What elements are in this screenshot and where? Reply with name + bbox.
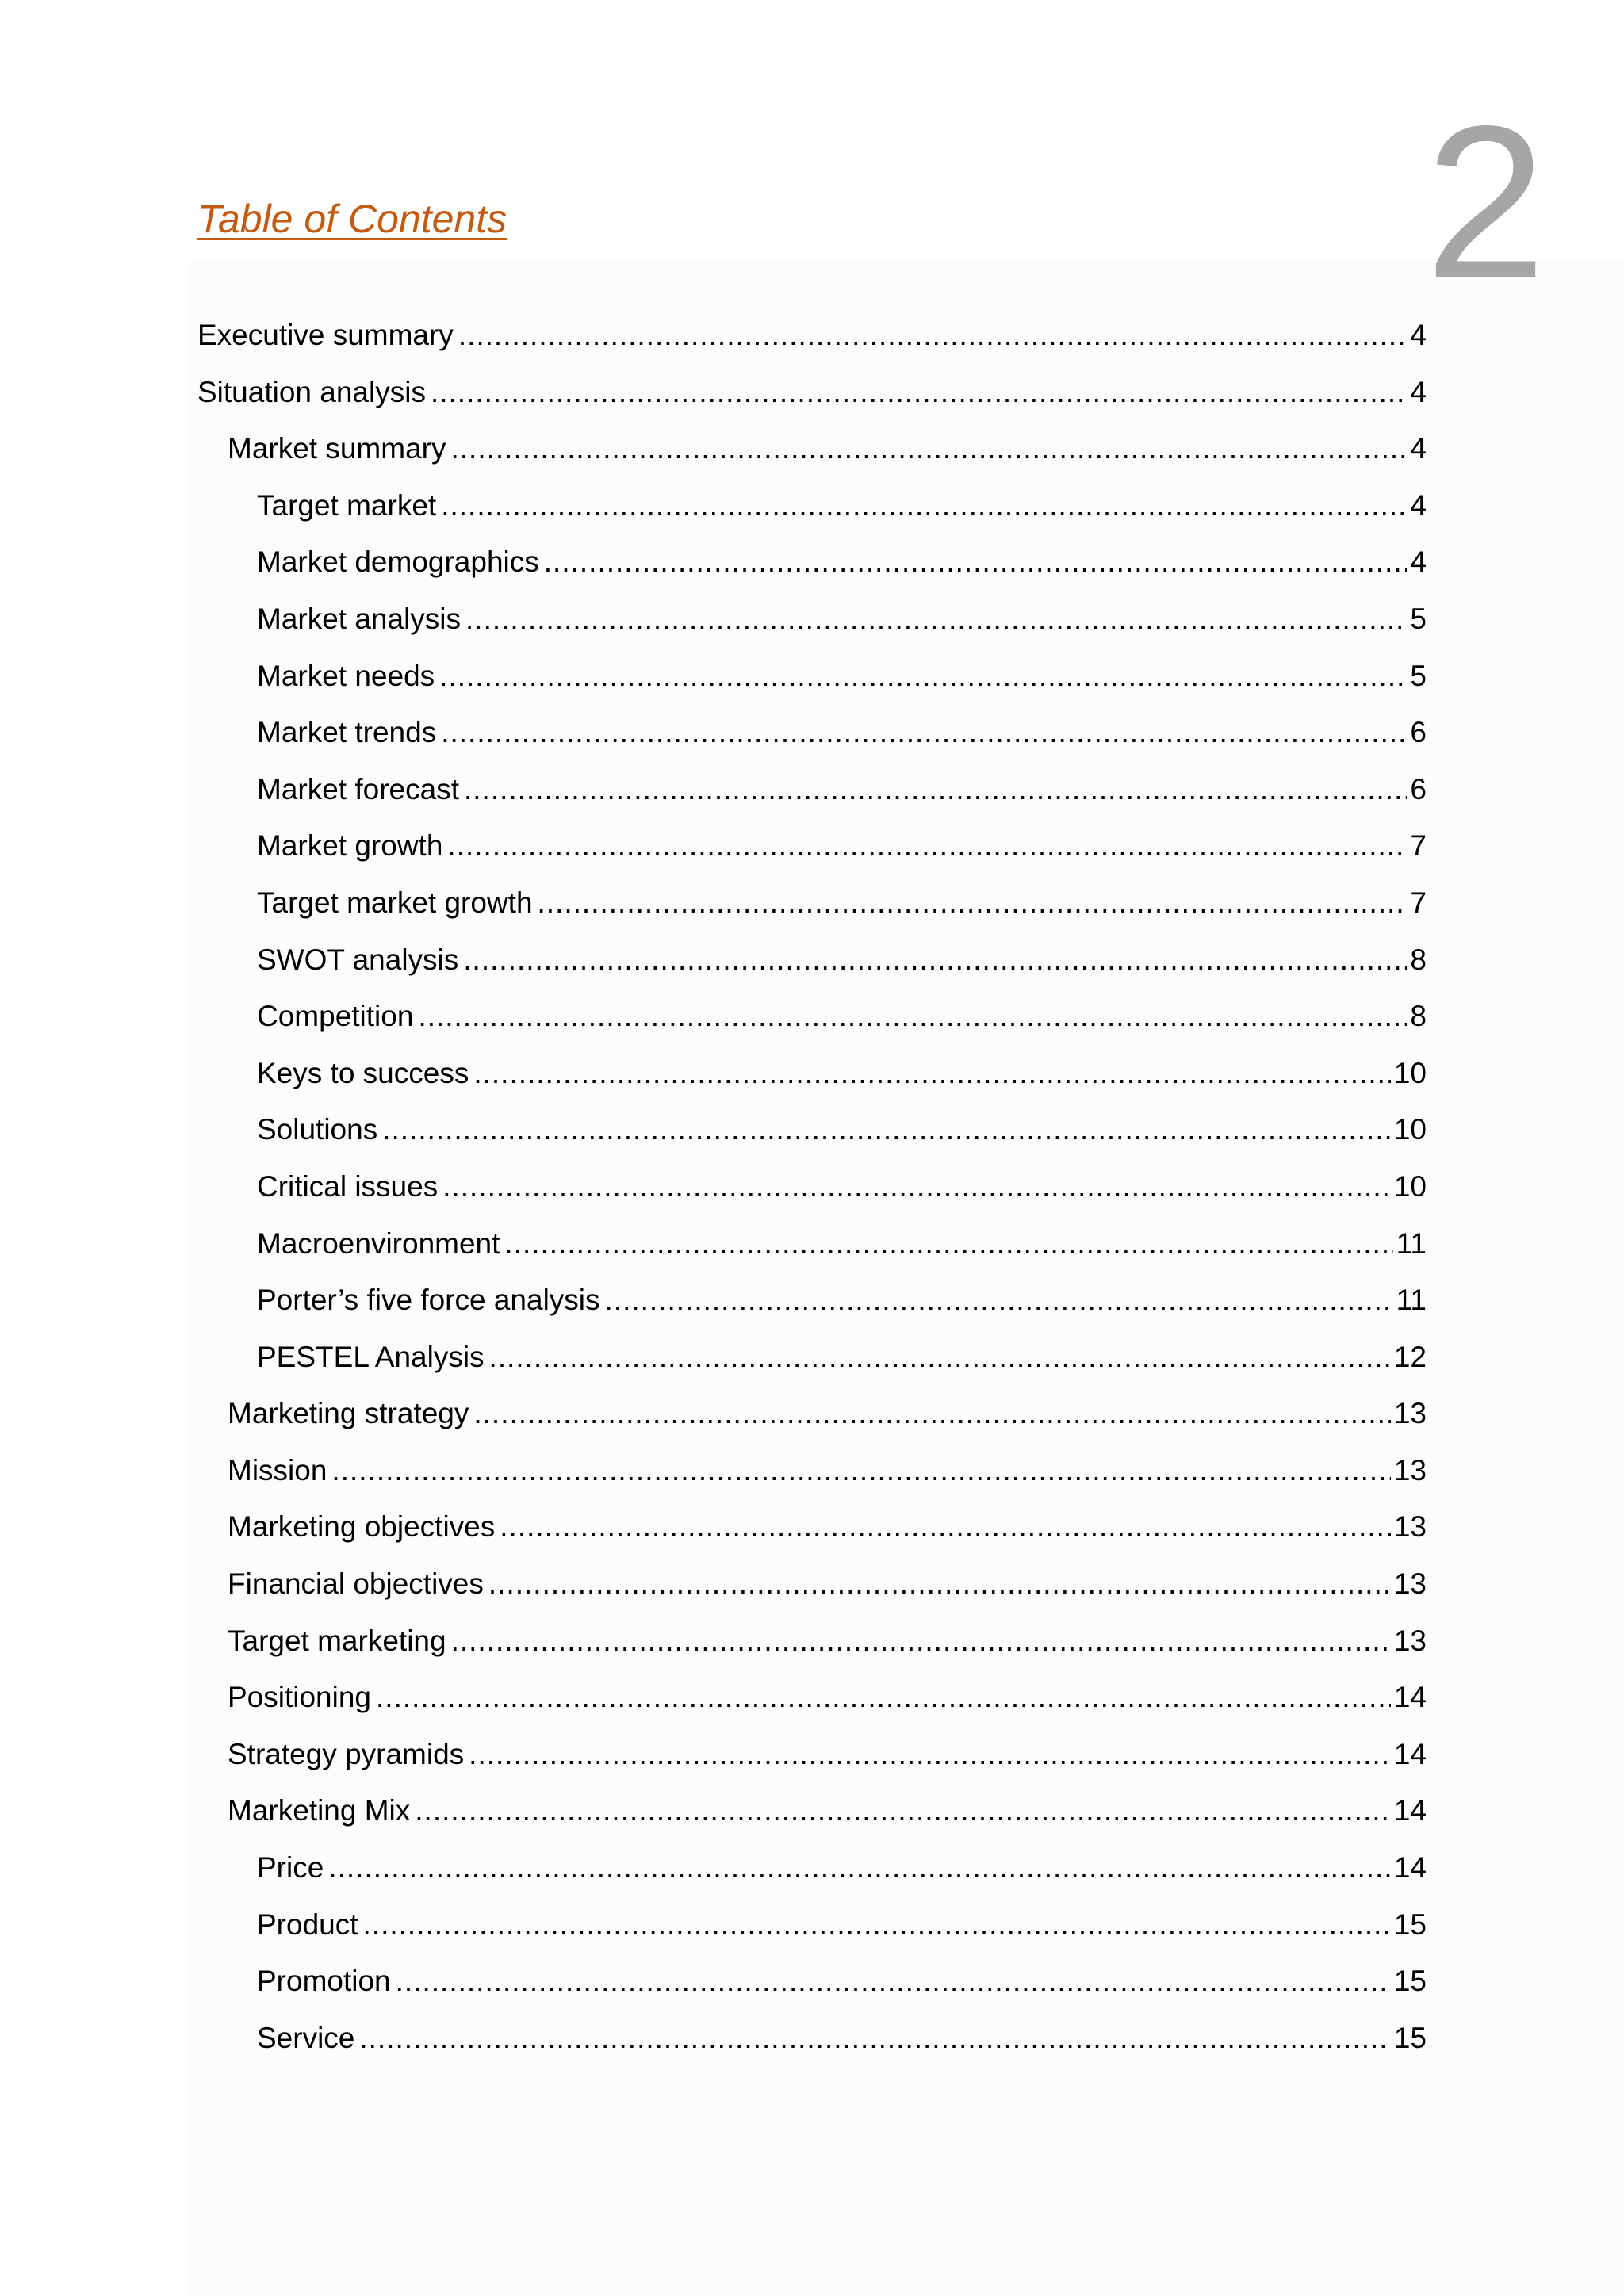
toc-entry[interactable]: [197, 938, 1427, 995]
toc-entry[interactable]: [197, 1505, 1427, 1562]
toc-entry[interactable]: [197, 1846, 1427, 1903]
toc-entry-page-number: 4: [1410, 319, 1427, 351]
toc-list: [197, 313, 1427, 2072]
toc-entry[interactable]: [197, 1391, 1427, 1448]
toc-dot-leader: [458, 313, 1408, 358]
toc-entry-page-number: 4: [1410, 432, 1427, 465]
toc-dot-leader: [441, 484, 1407, 528]
toc-entry[interactable]: [197, 1278, 1427, 1335]
toc-dot-leader: [418, 994, 1407, 1039]
toc-entry-label: Executive summary: [197, 319, 454, 351]
toc-entry[interactable]: [197, 313, 1427, 370]
toc-entry-page-number: 13: [1393, 1397, 1427, 1430]
toc-entry[interactable]: [197, 2016, 1427, 2073]
toc-entry-page-number: 12: [1393, 1340, 1427, 1373]
toc-entry-label: Positioning: [228, 1681, 372, 1714]
toc-dot-leader: [376, 1675, 1391, 1720]
toc-entry-label: Market demographics: [257, 545, 539, 579]
toc-entry-label: Target market: [257, 488, 437, 522]
toc-entry-label: Solutions: [257, 1113, 378, 1146]
toc-entry-label: Financial objectives: [228, 1567, 484, 1601]
toc-dot-leader: [473, 1391, 1390, 1436]
toc-entry[interactable]: [197, 1165, 1427, 1222]
toc-dot-leader: [415, 1789, 1391, 1833]
toc-entry[interactable]: [197, 1732, 1427, 1789]
toc-entry[interactable]: [197, 881, 1427, 938]
toc-entry-label: Situation analysis: [197, 375, 426, 408]
toc-entry[interactable]: [197, 1619, 1427, 1676]
toc-entry-page-number: 15: [1393, 1965, 1427, 1998]
toc-entry-page-number: 8: [1410, 1000, 1427, 1033]
toc-entry-page-number: 7: [1410, 829, 1427, 863]
toc-entry-label: Critical issues: [257, 1169, 439, 1203]
toc-entry-page-number: 13: [1393, 1510, 1427, 1544]
toc-entry-label: Market growth: [257, 829, 443, 863]
toc-entry-page-number: 7: [1410, 886, 1427, 919]
toc-entry-label: Target market growth: [257, 886, 533, 919]
toc-dot-leader: [382, 1108, 1391, 1152]
toc-dot-leader: [331, 1448, 1390, 1493]
toc-entry-page-number: 6: [1410, 716, 1427, 749]
toc-entry-page-number: 4: [1410, 488, 1427, 522]
toc-entry-page-number: 6: [1410, 772, 1427, 806]
toc-entry-label: Market analysis: [257, 602, 462, 635]
toc-entry[interactable]: [197, 824, 1427, 881]
toc-entry-label: Price: [257, 1851, 324, 1885]
toc-entry-page-number: 4: [1410, 375, 1427, 408]
toc-entry-label: Market needs: [257, 659, 435, 692]
toc-entry-label: Market summary: [228, 432, 446, 465]
toc-entry-page-number: 10: [1393, 1113, 1427, 1146]
toc-entry[interactable]: [197, 1448, 1427, 1506]
toc-dot-leader: [328, 1846, 1391, 1890]
toc-dot-leader: [473, 1051, 1391, 1096]
toc-entry[interactable]: [197, 1562, 1427, 1619]
toc-entry-page-number: 8: [1410, 943, 1427, 976]
toc-entry-page-number: 14: [1393, 1681, 1427, 1714]
toc-dot-leader: [447, 824, 1407, 868]
toc-entry-page-number: 14: [1393, 1851, 1427, 1885]
toc-entry-label: Competition: [257, 1000, 414, 1033]
toc-entry-page-number: 10: [1393, 1056, 1427, 1089]
toc-entry-label: Promotion: [257, 1965, 391, 1998]
toc-entry-label: Product: [257, 1908, 358, 1941]
toc-entry[interactable]: [197, 767, 1427, 825]
toc-entry[interactable]: [197, 654, 1427, 711]
toc-entry-label: PESTEL Analysis: [257, 1340, 485, 1373]
toc-entry[interactable]: [197, 1789, 1427, 1846]
toc-dot-leader: [442, 1165, 1391, 1209]
toc-entry-page-number: 13: [1393, 1624, 1427, 1657]
toc-entry[interactable]: [197, 427, 1427, 484]
toc-entry[interactable]: [197, 1675, 1427, 1732]
toc-entry[interactable]: [197, 1108, 1427, 1165]
toc-entry[interactable]: [197, 484, 1427, 541]
toc-entry-label: Target marketing: [228, 1624, 446, 1657]
toc-dot-leader: [359, 2016, 1390, 2061]
toc-entry-page-number: 5: [1410, 659, 1427, 692]
toc-title: Table of Contents: [197, 197, 508, 241]
toc-dot-leader: [439, 654, 1407, 698]
toc-entry-page-number: 14: [1393, 1794, 1427, 1827]
toc-entry-page-number: 13: [1393, 1453, 1427, 1487]
toc-entry[interactable]: [197, 597, 1427, 654]
toc-entry-page-number: 11: [1396, 1284, 1427, 1317]
toc-entry-page-number: 15: [1393, 2021, 1427, 2054]
toc-entry-page-number: 5: [1410, 602, 1427, 635]
toc-dot-leader: [500, 1505, 1391, 1549]
toc-entry-label: SWOT analysis: [257, 943, 459, 976]
toc-dot-leader: [363, 1903, 1391, 1947]
toc-entry-page-number: 14: [1393, 1737, 1427, 1770]
toc-dot-leader: [441, 710, 1407, 755]
toc-entry[interactable]: [197, 1335, 1427, 1392]
toc-dot-leader: [450, 427, 1407, 471]
toc-dot-leader: [488, 1562, 1391, 1606]
toc-entry-page-number: 10: [1393, 1169, 1427, 1203]
toc-entry-label: Marketing strategy: [228, 1397, 469, 1430]
toc-entry-label: Macroenvironment: [257, 1226, 500, 1260]
toc-dot-leader: [538, 881, 1408, 925]
toc-entry-page-number: 4: [1410, 545, 1427, 579]
toc-entry-label: Market forecast: [257, 772, 459, 806]
toc-entry-label: Service: [257, 2021, 355, 2054]
toc-dot-leader: [451, 1619, 1391, 1663]
toc-entry-label: Market trends: [257, 716, 437, 749]
toc-dot-leader: [504, 1222, 1392, 1266]
toc-entry[interactable]: [197, 1222, 1427, 1279]
toc-entry[interactable]: [197, 1051, 1427, 1108]
toc-entry-page-number: 13: [1393, 1567, 1427, 1601]
toc-dot-leader: [489, 1335, 1391, 1380]
toc-dot-leader: [465, 597, 1407, 641]
toc-dot-leader: [431, 370, 1407, 415]
toc-entry-label: Marketing objectives: [228, 1510, 496, 1544]
toc-entry[interactable]: [197, 994, 1427, 1051]
toc-dot-leader: [396, 1959, 1391, 2003]
toc-entry-label: Mission: [228, 1453, 327, 1487]
toc-entry[interactable]: [197, 710, 1427, 767]
toc-entry[interactable]: [197, 1959, 1427, 2016]
toc-dot-leader: [544, 540, 1408, 584]
toc-entry-label: Porter’s five force analysis: [257, 1284, 600, 1317]
toc-entry-label: Keys to success: [257, 1056, 469, 1089]
page-number: 2: [1425, 81, 1546, 324]
toc-dot-leader: [605, 1278, 1393, 1322]
toc-entry[interactable]: [197, 1903, 1427, 1960]
toc-entry-page-number: 15: [1393, 1908, 1427, 1941]
toc-entry-page-number: 11: [1396, 1226, 1427, 1260]
toc-entry[interactable]: [197, 370, 1427, 427]
toc-entry-label: Strategy pyramids: [228, 1737, 465, 1770]
toc-entry[interactable]: [197, 540, 1427, 597]
toc-dot-leader: [469, 1732, 1391, 1777]
toc-dot-leader: [464, 767, 1407, 812]
toc-dot-leader: [463, 938, 1407, 982]
toc-entry-label: Marketing Mix: [228, 1794, 411, 1827]
